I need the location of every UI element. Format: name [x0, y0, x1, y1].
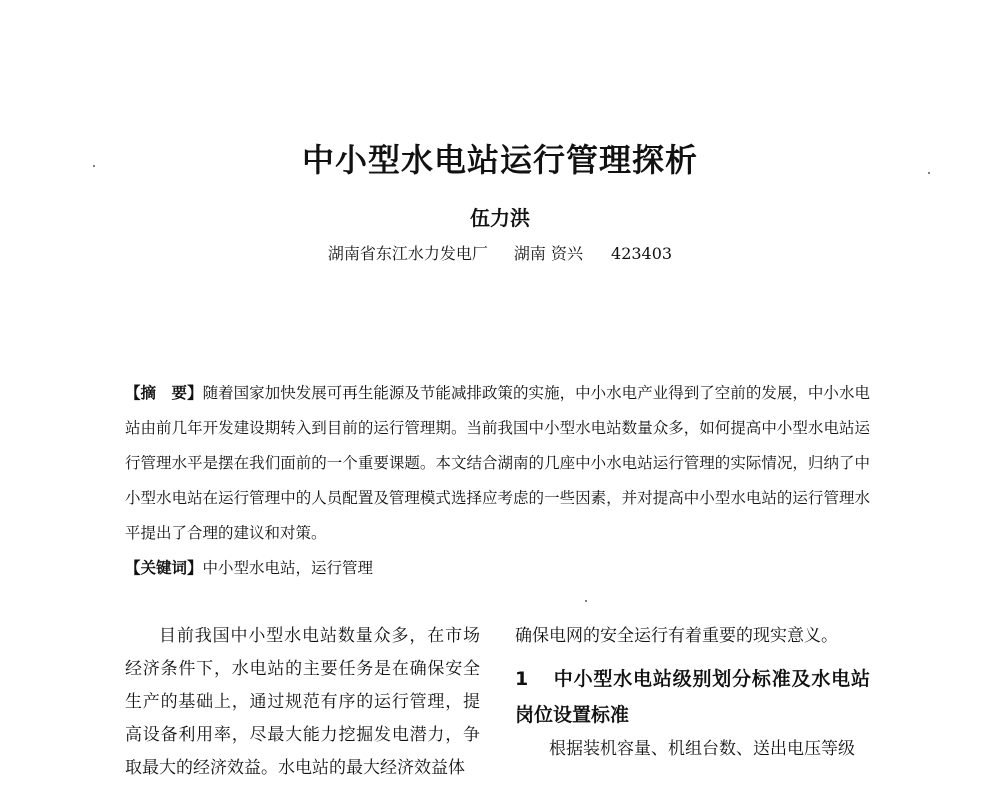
scan-speck	[93, 165, 95, 167]
abstract-text: 随着国家加快发展可再生能源及节能减排政策的实施，中小水电产业得到了空前的发展，中小水电站由前几年开发建设期转入到目前的运行管理期。当前我国中小型水电站数量众多，如何提高中小型水电站运行管理水平是摆在我们面前的一个重要课题。本文结合湖南的几座中小水电站运行管理的实际情况，归纳了中小型水电站在运行管理中的人员配置及管理模式选择应考虑的一些因素，并对提高中小型水电站的运行管理水平提出了合理的建议和对策。	[125, 384, 870, 542]
abstract-label: 【摘 要】	[125, 384, 203, 402]
affiliation-postcode: 423403	[611, 244, 673, 263]
section-heading	[515, 661, 870, 733]
body-paragraph: 根据装机容量、机组台数、送出电压等级	[549, 739, 855, 759]
scan-speck	[928, 172, 930, 174]
body-paragraph-continued: 确保电网的安全运行有着重要的现实意义。	[515, 626, 838, 646]
affiliation-org: 湖南省东江水力发电厂	[327, 244, 488, 263]
keywords-label: 【关键词】	[125, 559, 203, 577]
affiliation	[0, 241, 1000, 264]
affiliation-place: 湖南 资兴	[513, 244, 584, 263]
section-title: 中小型水电站级别划分标准及水电站岗位设置标准	[515, 668, 870, 726]
keywords-text: 中小型水电站，运行管理	[202, 559, 374, 577]
body-column-right	[515, 620, 870, 766]
abstract	[125, 376, 870, 551]
paper-title: 中小型水电站运行管理探析	[301, 141, 698, 179]
scan-speck	[585, 600, 587, 602]
author-name: 伍力洪	[470, 206, 530, 230]
section-number: 1	[515, 668, 529, 690]
body-column-left	[125, 620, 480, 785]
keywords	[125, 553, 870, 583]
body-paragraph: 目前我国中小型水电站数量众多，在市场经济条件下，水电站的主要任务是在确保安全生产的基础上，通过规范有序的运行管理，提高设备利用率，尽最大能力挖掘发电潜力，争取最大的经济效益。水电站的最大经济效益体	[125, 626, 480, 778]
